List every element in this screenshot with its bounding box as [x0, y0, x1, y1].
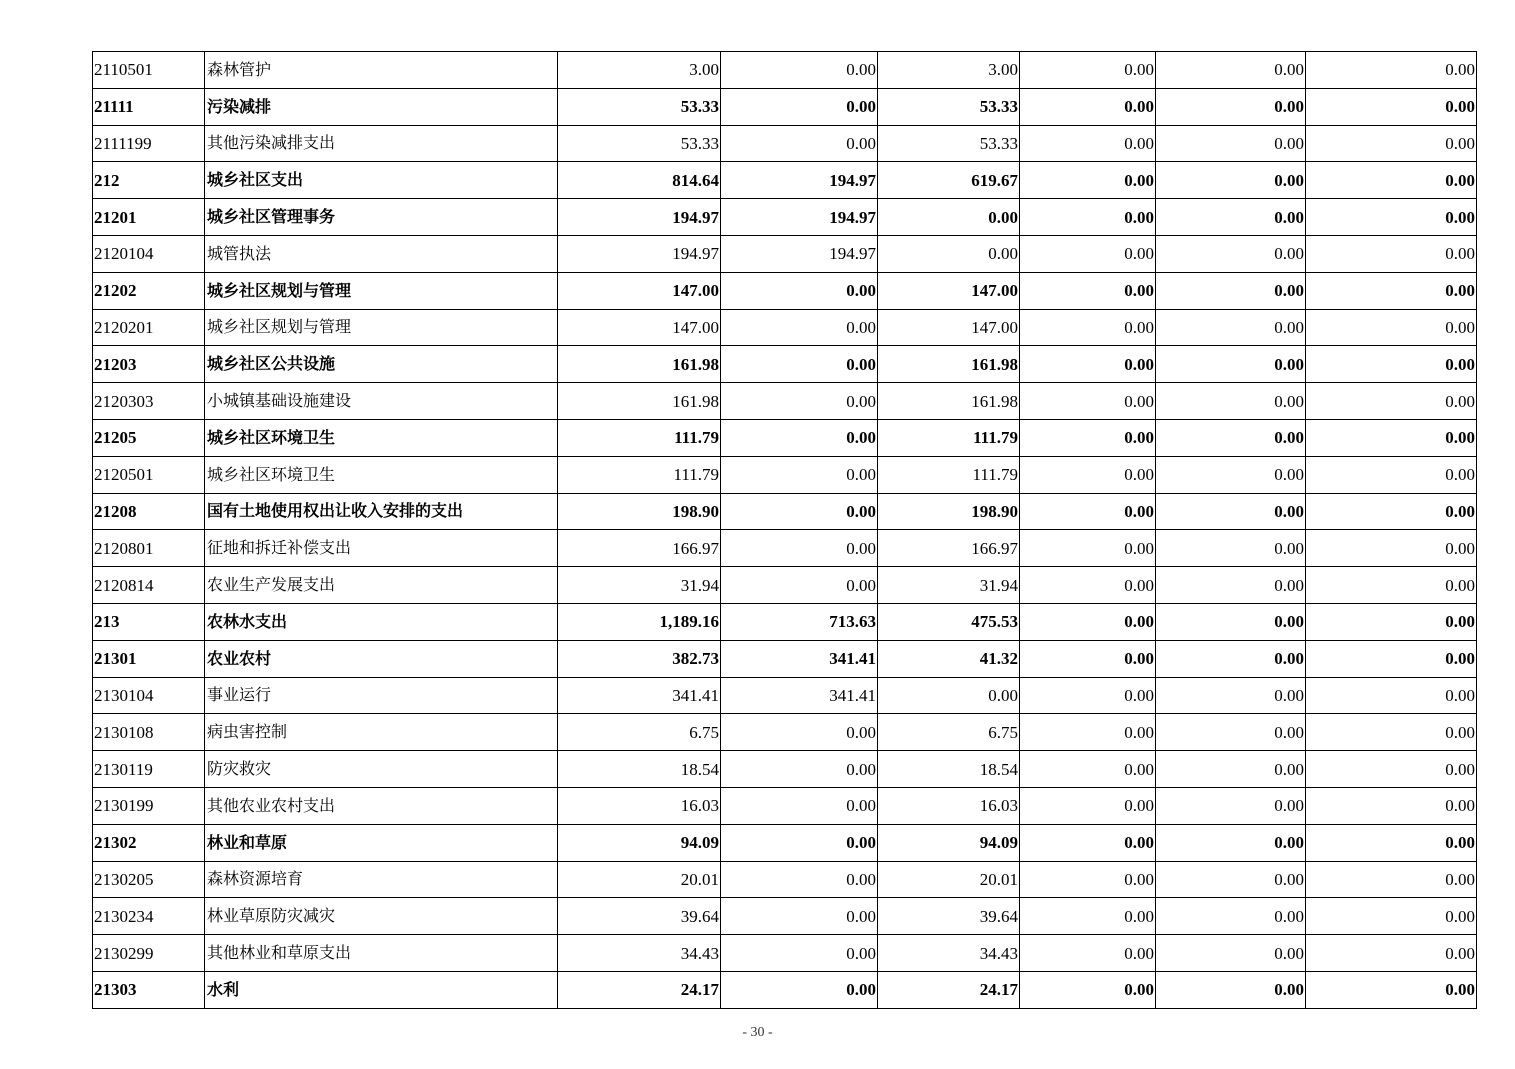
col6-cell: 0.00	[1020, 861, 1156, 898]
total-cell: 24.17	[558, 971, 721, 1008]
col6-cell: 0.00	[1020, 493, 1156, 530]
col6-cell: 0.00	[1020, 787, 1156, 824]
code-cell: 2130205	[93, 861, 205, 898]
project-cell: 147.00	[878, 272, 1020, 309]
total-cell: 6.75	[558, 714, 721, 751]
code-cell: 2130108	[93, 714, 205, 751]
col8-cell: 0.00	[1306, 52, 1477, 89]
table-row	[93, 751, 1477, 788]
col6-cell: 0.00	[1020, 603, 1156, 640]
basic-cell: 341.41	[721, 677, 878, 714]
col6-cell: 0.00	[1020, 971, 1156, 1008]
name-cell: 城乡社区环境卫生	[205, 419, 558, 456]
code-cell: 2111199	[93, 125, 205, 162]
col8-cell: 0.00	[1306, 751, 1477, 788]
col7-cell: 0.00	[1156, 751, 1306, 788]
name-cell: 城乡社区规划与管理	[205, 272, 558, 309]
col7-cell: 0.00	[1156, 714, 1306, 751]
table-row	[93, 640, 1477, 677]
total-cell: 198.90	[558, 493, 721, 530]
code-cell: 2130119	[93, 751, 205, 788]
total-cell: 39.64	[558, 898, 721, 935]
total-cell: 161.98	[558, 346, 721, 383]
col6-cell: 0.00	[1020, 309, 1156, 346]
project-cell: 3.00	[878, 52, 1020, 89]
project-cell: 198.90	[878, 493, 1020, 530]
table-row	[93, 162, 1477, 199]
name-cell: 污染减排	[205, 88, 558, 125]
project-cell: 0.00	[878, 199, 1020, 236]
col7-cell: 0.00	[1156, 162, 1306, 199]
col6-cell: 0.00	[1020, 235, 1156, 272]
total-cell: 20.01	[558, 861, 721, 898]
table-row	[93, 493, 1477, 530]
col8-cell: 0.00	[1306, 383, 1477, 420]
col6-cell: 0.00	[1020, 898, 1156, 935]
col7-cell: 0.00	[1156, 235, 1306, 272]
basic-cell: 194.97	[721, 199, 878, 236]
col8-cell: 0.00	[1306, 162, 1477, 199]
col6-cell: 0.00	[1020, 272, 1156, 309]
name-cell: 城管执法	[205, 235, 558, 272]
code-cell: 2130104	[93, 677, 205, 714]
basic-cell: 0.00	[721, 935, 878, 972]
col8-cell: 0.00	[1306, 640, 1477, 677]
code-cell: 2130199	[93, 787, 205, 824]
basic-cell: 341.41	[721, 640, 878, 677]
name-cell: 其他污染减排支出	[205, 125, 558, 162]
table-row	[93, 824, 1477, 861]
col6-cell: 0.00	[1020, 162, 1156, 199]
project-cell: 31.94	[878, 567, 1020, 604]
basic-cell: 0.00	[721, 125, 878, 162]
project-cell: 161.98	[878, 383, 1020, 420]
code-cell: 2120501	[93, 456, 205, 493]
table-row	[93, 125, 1477, 162]
col8-cell: 0.00	[1306, 714, 1477, 751]
total-cell: 111.79	[558, 419, 721, 456]
col7-cell: 0.00	[1156, 199, 1306, 236]
col7-cell: 0.00	[1156, 640, 1306, 677]
table-row	[93, 88, 1477, 125]
col7-cell: 0.00	[1156, 88, 1306, 125]
col8-cell: 0.00	[1306, 787, 1477, 824]
name-cell: 水利	[205, 971, 558, 1008]
code-cell: 21111	[93, 88, 205, 125]
table-row	[93, 861, 1477, 898]
code-cell: 2130299	[93, 935, 205, 972]
col7-cell: 0.00	[1156, 272, 1306, 309]
project-cell: 34.43	[878, 935, 1020, 972]
code-cell: 2120201	[93, 309, 205, 346]
col6-cell: 0.00	[1020, 125, 1156, 162]
code-cell: 21303	[93, 971, 205, 1008]
col7-cell: 0.00	[1156, 898, 1306, 935]
total-cell: 3.00	[558, 52, 721, 89]
col7-cell: 0.00	[1156, 456, 1306, 493]
name-cell: 其他林业和草原支出	[205, 935, 558, 972]
project-cell: 16.03	[878, 787, 1020, 824]
code-cell: 2120303	[93, 383, 205, 420]
total-cell: 147.00	[558, 272, 721, 309]
table-row	[93, 677, 1477, 714]
name-cell: 小城镇基础设施建设	[205, 383, 558, 420]
col6-cell: 0.00	[1020, 677, 1156, 714]
basic-cell: 0.00	[721, 971, 878, 1008]
total-cell: 194.97	[558, 199, 721, 236]
name-cell: 事业运行	[205, 677, 558, 714]
name-cell: 农业生产发展支出	[205, 567, 558, 604]
total-cell: 166.97	[558, 530, 721, 567]
basic-cell: 0.00	[721, 751, 878, 788]
table-row	[93, 272, 1477, 309]
code-cell: 2110501	[93, 52, 205, 89]
code-cell: 21208	[93, 493, 205, 530]
col6-cell: 0.00	[1020, 640, 1156, 677]
basic-cell: 713.63	[721, 603, 878, 640]
col7-cell: 0.00	[1156, 567, 1306, 604]
col8-cell: 0.00	[1306, 235, 1477, 272]
project-cell: 94.09	[878, 824, 1020, 861]
project-cell: 39.64	[878, 898, 1020, 935]
table-row	[93, 419, 1477, 456]
basic-cell: 0.00	[721, 419, 878, 456]
basic-cell: 0.00	[721, 861, 878, 898]
table-row	[93, 52, 1477, 89]
name-cell: 森林管护	[205, 52, 558, 89]
project-cell: 111.79	[878, 456, 1020, 493]
col8-cell: 0.00	[1306, 346, 1477, 383]
table-row	[93, 603, 1477, 640]
basic-cell: 0.00	[721, 52, 878, 89]
col6-cell: 0.00	[1020, 456, 1156, 493]
table-row	[93, 898, 1477, 935]
col7-cell: 0.00	[1156, 971, 1306, 1008]
code-cell: 21203	[93, 346, 205, 383]
col8-cell: 0.00	[1306, 603, 1477, 640]
project-cell: 0.00	[878, 677, 1020, 714]
col7-cell: 0.00	[1156, 935, 1306, 972]
basic-cell: 0.00	[721, 309, 878, 346]
col8-cell: 0.00	[1306, 898, 1477, 935]
basic-cell: 0.00	[721, 530, 878, 567]
project-cell: 161.98	[878, 346, 1020, 383]
project-cell: 111.79	[878, 419, 1020, 456]
col6-cell: 0.00	[1020, 419, 1156, 456]
table-row	[93, 346, 1477, 383]
total-cell: 53.33	[558, 125, 721, 162]
project-cell: 24.17	[878, 971, 1020, 1008]
total-cell: 147.00	[558, 309, 721, 346]
col8-cell: 0.00	[1306, 272, 1477, 309]
col7-cell: 0.00	[1156, 493, 1306, 530]
total-cell: 16.03	[558, 787, 721, 824]
basic-cell: 0.00	[721, 272, 878, 309]
total-cell: 18.54	[558, 751, 721, 788]
name-cell: 病虫害控制	[205, 714, 558, 751]
basic-cell: 194.97	[721, 162, 878, 199]
basic-cell: 0.00	[721, 383, 878, 420]
project-cell: 18.54	[878, 751, 1020, 788]
basic-cell: 0.00	[721, 714, 878, 751]
name-cell: 农业农村	[205, 640, 558, 677]
col8-cell: 0.00	[1306, 677, 1477, 714]
table-row	[93, 787, 1477, 824]
col6-cell: 0.00	[1020, 751, 1156, 788]
col7-cell: 0.00	[1156, 787, 1306, 824]
table-row	[93, 567, 1477, 604]
col6-cell: 0.00	[1020, 714, 1156, 751]
project-cell: 6.75	[878, 714, 1020, 751]
basic-cell: 0.00	[721, 493, 878, 530]
code-cell: 21301	[93, 640, 205, 677]
table-row	[93, 309, 1477, 346]
code-cell: 21202	[93, 272, 205, 309]
total-cell: 94.09	[558, 824, 721, 861]
code-cell: 21302	[93, 824, 205, 861]
table-row	[93, 714, 1477, 751]
col8-cell: 0.00	[1306, 493, 1477, 530]
code-cell: 2120814	[93, 567, 205, 604]
project-cell: 475.53	[878, 603, 1020, 640]
col8-cell: 0.00	[1306, 419, 1477, 456]
name-cell: 林业草原防灾减灾	[205, 898, 558, 935]
table-row	[93, 530, 1477, 567]
col6-cell: 0.00	[1020, 530, 1156, 567]
budget-table	[92, 51, 1477, 1009]
basic-cell: 0.00	[721, 898, 878, 935]
code-cell: 213	[93, 603, 205, 640]
col7-cell: 0.00	[1156, 309, 1306, 346]
basic-cell: 0.00	[721, 787, 878, 824]
col7-cell: 0.00	[1156, 861, 1306, 898]
project-cell: 166.97	[878, 530, 1020, 567]
col6-cell: 0.00	[1020, 88, 1156, 125]
total-cell: 34.43	[558, 935, 721, 972]
code-cell: 2120801	[93, 530, 205, 567]
table-body	[93, 52, 1477, 1009]
col6-cell: 0.00	[1020, 199, 1156, 236]
col6-cell: 0.00	[1020, 346, 1156, 383]
total-cell: 382.73	[558, 640, 721, 677]
name-cell: 城乡社区公共设施	[205, 346, 558, 383]
table-row	[93, 199, 1477, 236]
col7-cell: 0.00	[1156, 677, 1306, 714]
col8-cell: 0.00	[1306, 456, 1477, 493]
table-row	[93, 935, 1477, 972]
project-cell: 20.01	[878, 861, 1020, 898]
col8-cell: 0.00	[1306, 199, 1477, 236]
col6-cell: 0.00	[1020, 935, 1156, 972]
col6-cell: 0.00	[1020, 567, 1156, 604]
col8-cell: 0.00	[1306, 309, 1477, 346]
total-cell: 31.94	[558, 567, 721, 604]
col7-cell: 0.00	[1156, 125, 1306, 162]
project-cell: 619.67	[878, 162, 1020, 199]
project-cell: 41.32	[878, 640, 1020, 677]
name-cell: 国有土地使用权出让收入安排的支出	[205, 493, 558, 530]
name-cell: 防灾救灾	[205, 751, 558, 788]
total-cell: 111.79	[558, 456, 721, 493]
basic-cell: 0.00	[721, 88, 878, 125]
basic-cell: 0.00	[721, 824, 878, 861]
code-cell: 212	[93, 162, 205, 199]
col8-cell: 0.00	[1306, 88, 1477, 125]
name-cell: 城乡社区规划与管理	[205, 309, 558, 346]
name-cell: 林业和草原	[205, 824, 558, 861]
col8-cell: 0.00	[1306, 971, 1477, 1008]
project-cell: 53.33	[878, 88, 1020, 125]
col7-cell: 0.00	[1156, 383, 1306, 420]
col8-cell: 0.00	[1306, 530, 1477, 567]
total-cell: 194.97	[558, 235, 721, 272]
code-cell: 21205	[93, 419, 205, 456]
table-row	[93, 235, 1477, 272]
table-row	[93, 456, 1477, 493]
name-cell: 城乡社区支出	[205, 162, 558, 199]
total-cell: 53.33	[558, 88, 721, 125]
basic-cell: 194.97	[721, 235, 878, 272]
col7-cell: 0.00	[1156, 603, 1306, 640]
col6-cell: 0.00	[1020, 824, 1156, 861]
col8-cell: 0.00	[1306, 935, 1477, 972]
table-row	[93, 383, 1477, 420]
project-cell: 53.33	[878, 125, 1020, 162]
total-cell: 161.98	[558, 383, 721, 420]
project-cell: 0.00	[878, 235, 1020, 272]
col8-cell: 0.00	[1306, 125, 1477, 162]
code-cell: 2130234	[93, 898, 205, 935]
name-cell: 农林水支出	[205, 603, 558, 640]
col8-cell: 0.00	[1306, 861, 1477, 898]
col7-cell: 0.00	[1156, 419, 1306, 456]
name-cell: 其他农业农村支出	[205, 787, 558, 824]
code-cell: 2120104	[93, 235, 205, 272]
total-cell: 814.64	[558, 162, 721, 199]
basic-cell: 0.00	[721, 456, 878, 493]
col7-cell: 0.00	[1156, 346, 1306, 383]
col6-cell: 0.00	[1020, 383, 1156, 420]
page-number: - 30 -	[742, 1025, 773, 1040]
table-row	[93, 971, 1477, 1008]
col6-cell: 0.00	[1020, 52, 1156, 89]
total-cell: 341.41	[558, 677, 721, 714]
col8-cell: 0.00	[1306, 824, 1477, 861]
name-cell: 征地和拆迁补偿支出	[205, 530, 558, 567]
col7-cell: 0.00	[1156, 530, 1306, 567]
name-cell: 森林资源培育	[205, 861, 558, 898]
col7-cell: 0.00	[1156, 824, 1306, 861]
basic-cell: 0.00	[721, 567, 878, 604]
basic-cell: 0.00	[721, 346, 878, 383]
total-cell: 1,189.16	[558, 603, 721, 640]
code-cell: 21201	[93, 199, 205, 236]
name-cell: 城乡社区环境卫生	[205, 456, 558, 493]
name-cell: 城乡社区管理事务	[205, 199, 558, 236]
project-cell: 147.00	[878, 309, 1020, 346]
col8-cell: 0.00	[1306, 567, 1477, 604]
col7-cell: 0.00	[1156, 52, 1306, 89]
